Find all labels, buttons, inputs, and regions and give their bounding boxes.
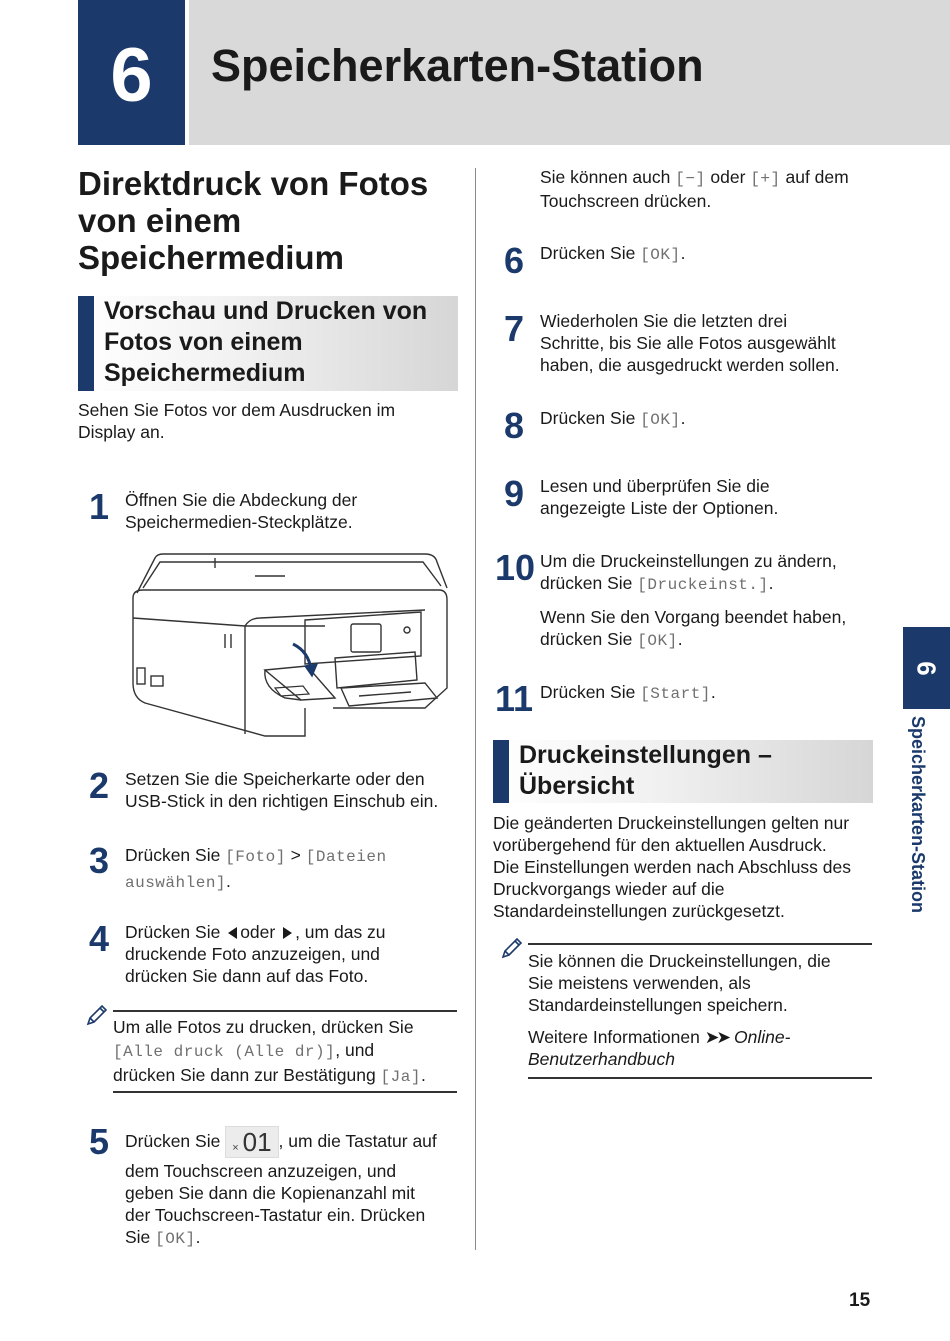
step-6-text: Drücken Sie [OK].: [540, 243, 686, 264]
step-number-7: 7: [504, 308, 525, 349]
side-tab-label: Speicherkarten-Station: [908, 716, 928, 914]
note-top-rule-2: [528, 943, 872, 945]
pencil-icon: [500, 936, 524, 960]
note-bottom-rule-2: [528, 1077, 872, 1079]
step-2-text: Setzen Sie die Speicherkarte oder den USB-Stick in den richtigen Einschub ein.: [125, 769, 439, 811]
subsection-heading-bar-2: [493, 740, 509, 803]
online-guide-link-cont[interactable]: Benutzerhandbuch: [528, 1049, 675, 1069]
triangle-right-icon: [283, 927, 292, 939]
step-number-8: 8: [504, 405, 525, 446]
chapter-number: 6: [110, 33, 153, 118]
note-all-photos: Um alle Fotos zu drucken, drücken Sie [Alle druck (Alle dr)], und drücken Sie dann zur Bestätigung [Ja].: [113, 1017, 426, 1086]
section-title: Direktdruck von Fotos von einem Speichermedium: [78, 165, 429, 276]
step-number-3: 3: [89, 840, 110, 881]
step-3-text: Drücken Sie [Foto] > [Dateien auswählen].: [125, 845, 387, 892]
step-8-text: Drücken Sie [OK].: [540, 408, 686, 429]
column-divider: [475, 168, 476, 1250]
note-bottom-rule: [113, 1091, 457, 1093]
pencil-icon: [85, 1003, 109, 1027]
step-9-text: Lesen und überprüfen Sie die angezeigte Liste der Optionen.: [540, 476, 779, 518]
step-4-text: Drücken Sie oder , um das zu druckende Foto anzuzeigen, und drücken Sie dann auf das Foto.: [125, 922, 386, 986]
step-5-text: Drücken Sie × 01 , um die Tastatur auf dem Touchscreen anzuzeigen, und geben Sie dann die Kopienanzahl mit der Touchscreen-Tastatur ein. Drücken Sie [OK].: [125, 1127, 437, 1248]
step-7-text: Wiederholen Sie die letzten drei Schritte, bis Sie alle Fotos ausgewählt haben, die ausgedruckt werden sollen.: [540, 311, 840, 375]
page-number: 15: [849, 1290, 871, 1311]
step-number-1: 1: [89, 486, 110, 527]
step-1-text: Öffnen Sie die Abdeckung der Speichermedien-Steckplätze.: [125, 490, 358, 532]
online-guide-link[interactable]: Online-: [734, 1027, 791, 1047]
subsection-heading-bar: [78, 296, 94, 391]
side-tab-number: 6: [912, 660, 942, 676]
step-number-10: 10: [495, 547, 536, 588]
copies-button: × 01: [225, 1126, 278, 1158]
triangle-left-icon: [228, 927, 237, 939]
step-number-5: 5: [89, 1121, 110, 1162]
step-11-text: Drücken Sie [Start].: [540, 682, 716, 703]
note-save-settings: Sie können die Druckeinstellungen, die Sie meistens verwenden, als Standardeinstellungen speichern. Weitere Informationen ➤➤ Online- Benutzerhandbuch: [528, 950, 878, 1070]
step-number-11: 11: [495, 678, 534, 719]
settings-overview-text: Die geänderten Druckeinstellungen gelten nur vorübergehend für den aktuellen Ausdruck. Die Einstellungen werden nach Abschluss des Druckvorgangs wieder auf die Standardeinstellungen zurückgesetzt.: [493, 813, 851, 921]
step-number-2: 2: [89, 765, 110, 806]
chapter-title: Speicherkarten-Station: [211, 40, 704, 91]
step-number-6: 6: [504, 240, 525, 281]
step-number-9: 9: [504, 473, 525, 514]
step-number-4: 4: [89, 918, 110, 959]
step-10-text: Um die Druckeinstellungen zu ändern, drücken Sie [Druckeinst.]. Wenn Sie den Vorgang beendet haben, drücken Sie [OK].: [540, 551, 847, 650]
step-5-continued: Sie können auch [−] oder [+] auf dem Touchscreen drücken.: [540, 167, 849, 211]
subsection-title-2: Druckeinstellungen – Übersicht: [519, 741, 772, 800]
note-top-rule: [113, 1010, 457, 1012]
printer-illustration: [125, 548, 450, 738]
subsection-title: Vorschau und Drucken von Fotos von einem Speichermedium: [104, 297, 428, 387]
subsection-intro: Sehen Sie Fotos vor dem Ausdrucken im Display an.: [78, 400, 396, 442]
double-arrow-icon: ➤➤: [704, 1027, 729, 1047]
